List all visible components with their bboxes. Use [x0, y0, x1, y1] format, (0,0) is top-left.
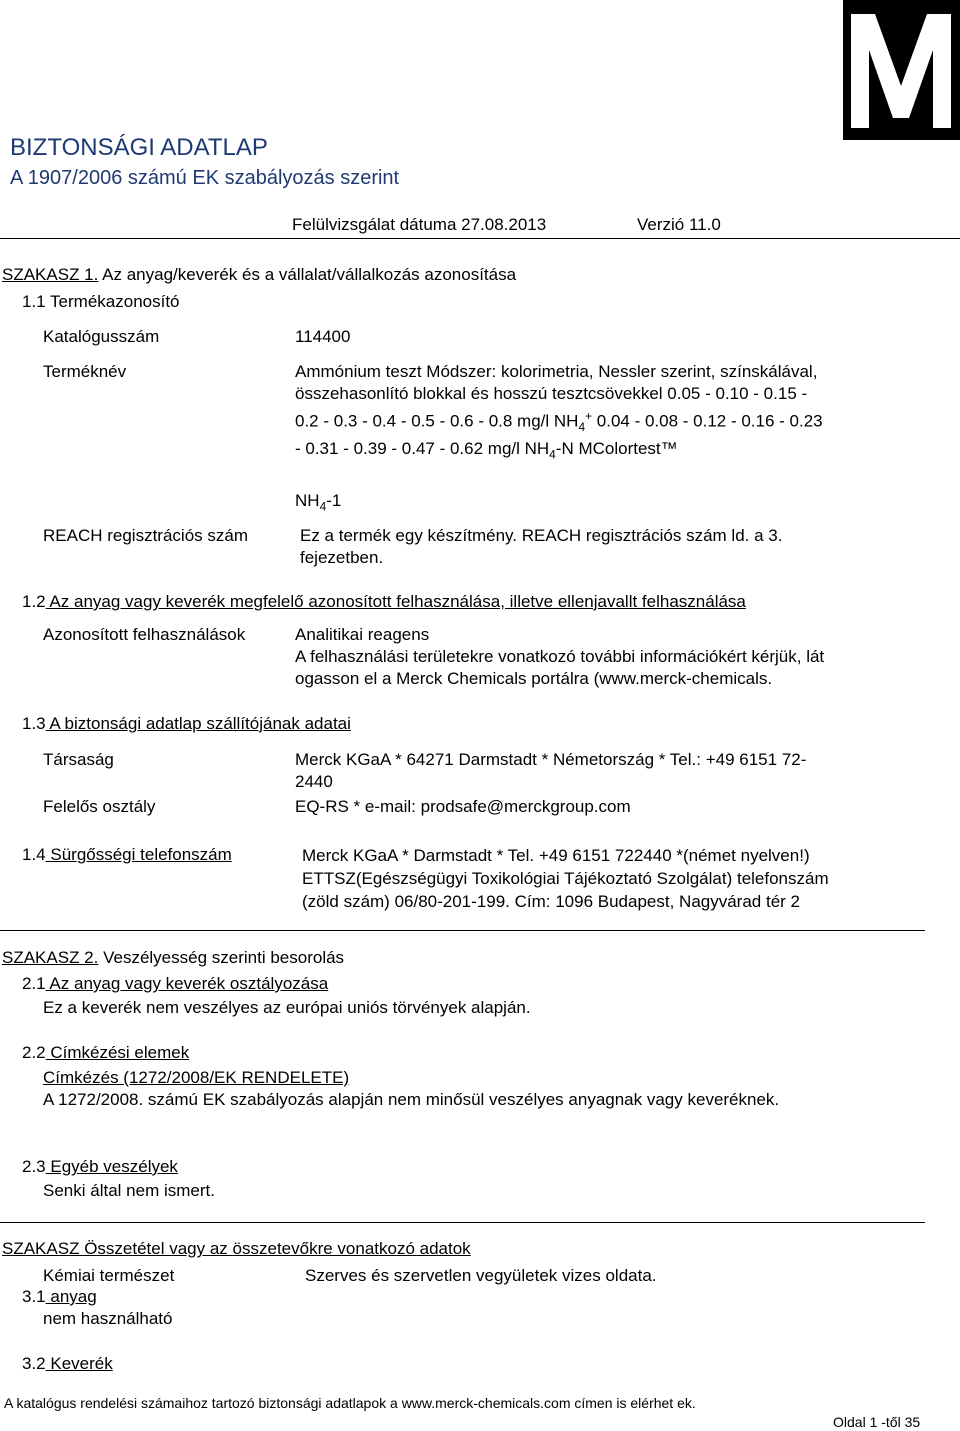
subsection-1-2-heading: 1.2 Az anyag vagy keverék megfelelő azonosított felhasználása, illetve ellenjavallt felhasználása	[22, 592, 746, 611]
company-value: Merck KGaA * 64271 Darmstadt * Németország * Tel.: +49 6151 72- 2440	[295, 750, 807, 791]
catalog-number-value: 114400	[295, 327, 351, 346]
subsection-1-4-heading: 1.4 Sürgősségi telefonszám	[22, 845, 232, 864]
product-name-label: Terméknév	[43, 362, 127, 381]
labelling-heading: Címkézés (1272/2008/EK RENDELETE)	[43, 1068, 350, 1087]
labelling-text: A 1272/2008. számú EK szabályozás alapján nem minősül veszélyes anyagnak vagy keveréknek.	[43, 1090, 780, 1109]
header-divider	[0, 238, 960, 239]
responsible-department-value: EQ-RS * e-mail: prodsafe@merckgroup.com	[295, 797, 631, 816]
page-number: Oldal 1 -től 35	[833, 1414, 921, 1430]
emergency-phone-value: Merck KGaA * Darmstadt * Tel. +49 6151 722440 *(német nyelven!) ETTSZ(Egészségügyi Toxikológiai Tájékoztató Szolgálat) telefonszám (zöld szám) 06/80-201-199. Cím: 1096 Budapest, Nagyvárad tér 2	[302, 846, 829, 911]
identified-uses-label: Azonosított felhasználások	[43, 625, 246, 644]
responsible-department-label: Felelős osztály	[43, 797, 156, 816]
chemical-nature-label: Kémiai természet	[43, 1266, 175, 1285]
reach-number-value: Ez a termék egy készítmény. REACH regisztrációs szám ld. a 3. fejezetben.	[300, 526, 783, 567]
section-2-divider	[0, 1222, 925, 1223]
subsection-3-2-heading: 3.2 Keverék	[22, 1354, 113, 1373]
subsection-1-3-heading: 1.3 A biztonsági adatlap szállítójának adatai	[22, 714, 351, 733]
company-label: Társaság	[43, 750, 114, 769]
revision-date: Felülvizsgálat dátuma 27.08.2013	[292, 215, 547, 234]
product-code: $NH_4-1$	[295, 491, 342, 514]
other-hazards-text: Senki által nem ismert.	[43, 1181, 215, 1200]
footer-note: A katalógus rendelési számaihoz tartozó biztonsági adatlapok a www.merck-chemicals.com címen is elérhet ek.	[4, 1395, 696, 1411]
section-1-heading: SZAKASZ 1. Az anyag/keverék és a vállalat/vállalkozás azonosítása	[2, 265, 517, 284]
document-title: BIZTONSÁGI ADATLAP	[10, 134, 268, 161]
identified-uses-value: Analitikai reagens A felhasználási területekre vonatkozó további információkért kérjük, lát ogasson el a Merck Chemicals portálra (www.merck-chemicals.	[295, 625, 825, 688]
product-name-value: Ammónium teszt Módszer: kolorimetria, Nessler szerint, színskálával, összehasonlító blokkal és hosszú tesztcsövekkel 0.05 - 0.10 - 0.15 - 0.2 - 0.3 - 0.4 - 0.5 - 0.6 - 0.8 mg/l $NH_4^+$ 0.04 - 0.08 - 0.12 - 0.16 - 0.23 - 0.31 - 0.39 - 0.47 - 0.62 mg/l $NH_4-N$ MColortest™	[295, 362, 823, 462]
reach-number-label: REACH regisztrációs szám	[43, 526, 248, 545]
catalog-number-label: Katalógusszám	[43, 327, 160, 346]
subsection-3-1-heading: 3.1 anyag	[22, 1287, 97, 1306]
subsection-2-2-heading: 2.2 Címkézési elemek	[22, 1043, 190, 1062]
merck-m-logo-icon	[843, 0, 960, 140]
subsection-1-1-heading: 1.1 Termékazonosító	[22, 292, 180, 311]
version-number: Verzió 11.0	[637, 215, 721, 234]
subsection-2-3-heading: 2.3 Egyéb veszélyek	[22, 1157, 178, 1176]
chemical-nature-value: Szerves és szervetlen vegyületek vizes oldata.	[305, 1266, 657, 1285]
document-subtitle: A 1907/2006 számú EK szabályozás szerint	[10, 167, 400, 189]
subsection-2-1-heading: 2.1 Az anyag vagy keverék osztályozása	[22, 974, 329, 993]
section-1-divider	[0, 930, 925, 931]
section-2-heading: SZAKASZ 2. Veszélyesség szerinti besorolás	[2, 948, 345, 967]
substance-text: nem használható	[43, 1309, 173, 1328]
section-3-heading: SZAKASZ Összetétel vagy az összetevőkre vonatkozó adatok	[2, 1239, 471, 1258]
classification-text: Ez a keverék nem veszélyes az európai uniós törvények alapján.	[43, 998, 531, 1017]
